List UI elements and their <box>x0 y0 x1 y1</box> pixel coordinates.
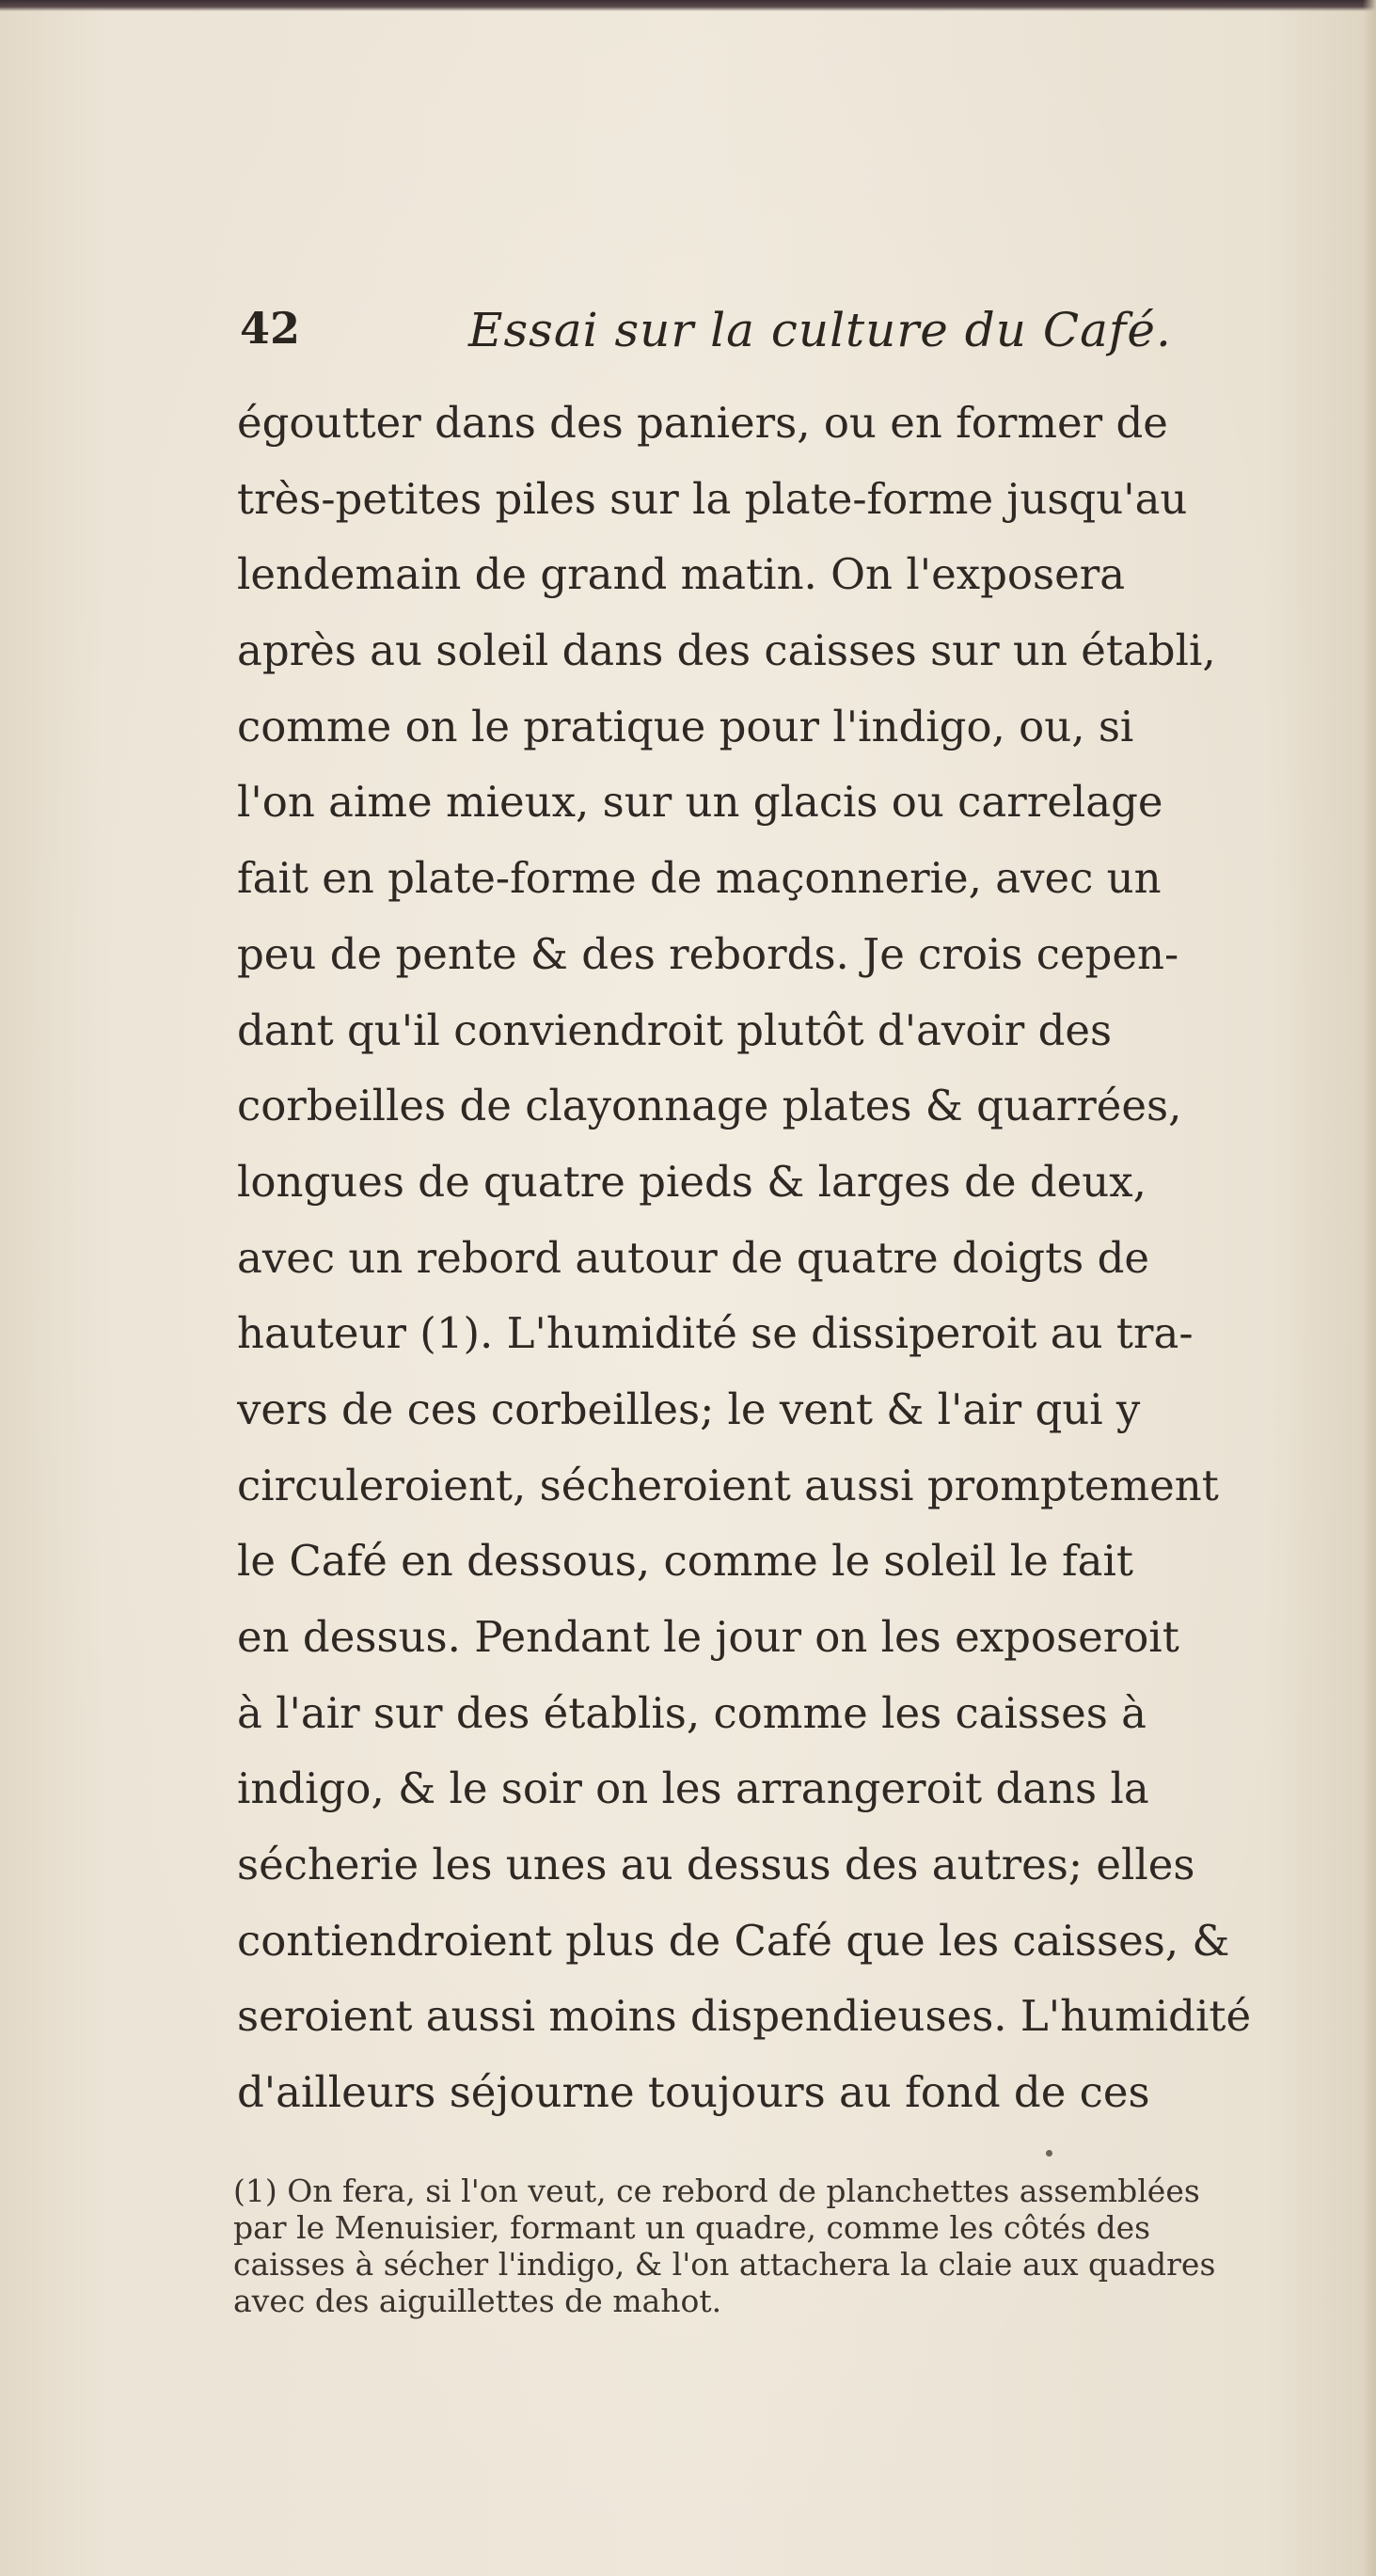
text-line: indigo, & le soir on les arrangeroit dans la <box>237 1763 1149 1814</box>
text-line: corbeilles de clayonnage plates & quarrées, <box>237 1081 1182 1131</box>
footnote <box>233 2173 1352 2319</box>
text-line: contiendroient plus de Café que les caisses, & <box>237 1915 1230 1966</box>
page-number: 42 <box>240 303 301 354</box>
text-line: l'on aime mieux, sur un glacis ou carrelage <box>237 777 1163 828</box>
text-line: égoutter dans des paniers, ou en former de <box>237 398 1168 448</box>
text-line: circuleroient, sécheroient aussi promptement <box>237 1460 1219 1510</box>
running-header <box>240 303 1180 359</box>
text-line: très-petites piles sur la plate-forme jusqu'au <box>237 473 1188 524</box>
footnote-line: avec des aiguillettes de mahot. <box>233 2283 722 2319</box>
page-top-edge <box>0 0 1376 11</box>
page-right-edge <box>1363 0 1376 2576</box>
text-line: comme on le pratique pour l'indigo, ou, si <box>237 701 1134 751</box>
text-line: vers de ces corbeilles; le vent & l'air qui y <box>237 1383 1141 1434</box>
text-line: sécherie les unes au dessus des autres; elles <box>237 1840 1195 1890</box>
text-line: peu de pente & des rebords. Je crois cepen- <box>237 928 1179 979</box>
footnote-line: par le Menuisier, formant un quadre, comme les côtés des <box>233 2209 1151 2246</box>
text-line: après au soleil dans des caisses sur un établi, <box>237 625 1216 676</box>
footnote-line: (1) On fera, si l'on veut, ce rebord de planchettes assemblées <box>233 2173 1200 2209</box>
text-line: hauteur (1). L'humidité se dissiperoit au tra- <box>237 1308 1194 1359</box>
text-line: longues de quatre pieds & larges de deux, <box>237 1156 1147 1207</box>
paper-speck <box>1046 2150 1052 2157</box>
running-title: Essai sur la culture du Café. <box>468 303 1172 357</box>
text-line: fait en plate-forme de maçonnerie, avec un <box>237 853 1162 904</box>
text-line: d'ailleurs séjourne toujours au fond de ces <box>237 2067 1150 2118</box>
text-line: seroient aussi moins dispendieuses. L'humidité <box>237 1991 1252 2042</box>
text-line: lendemain de grand matin. On l'exposera <box>237 549 1126 600</box>
text-line: le Café en dessous, comme le soleil le fait <box>237 1536 1133 1587</box>
text-line: en dessus. Pendant le jour on les exposeroit <box>237 1612 1179 1662</box>
text-line: à l'air sur des établis, comme les caisses à <box>237 1687 1147 1738</box>
text-line: avec un rebord autour de quatre doigts de <box>237 1232 1150 1283</box>
footnote-line: caisses à sécher l'indigo, & l'on attachera la claie aux quadres <box>233 2246 1216 2283</box>
text-line: dant qu'il conviendroit plutôt d'avoir des <box>237 1004 1113 1055</box>
main-text <box>237 386 1347 2131</box>
